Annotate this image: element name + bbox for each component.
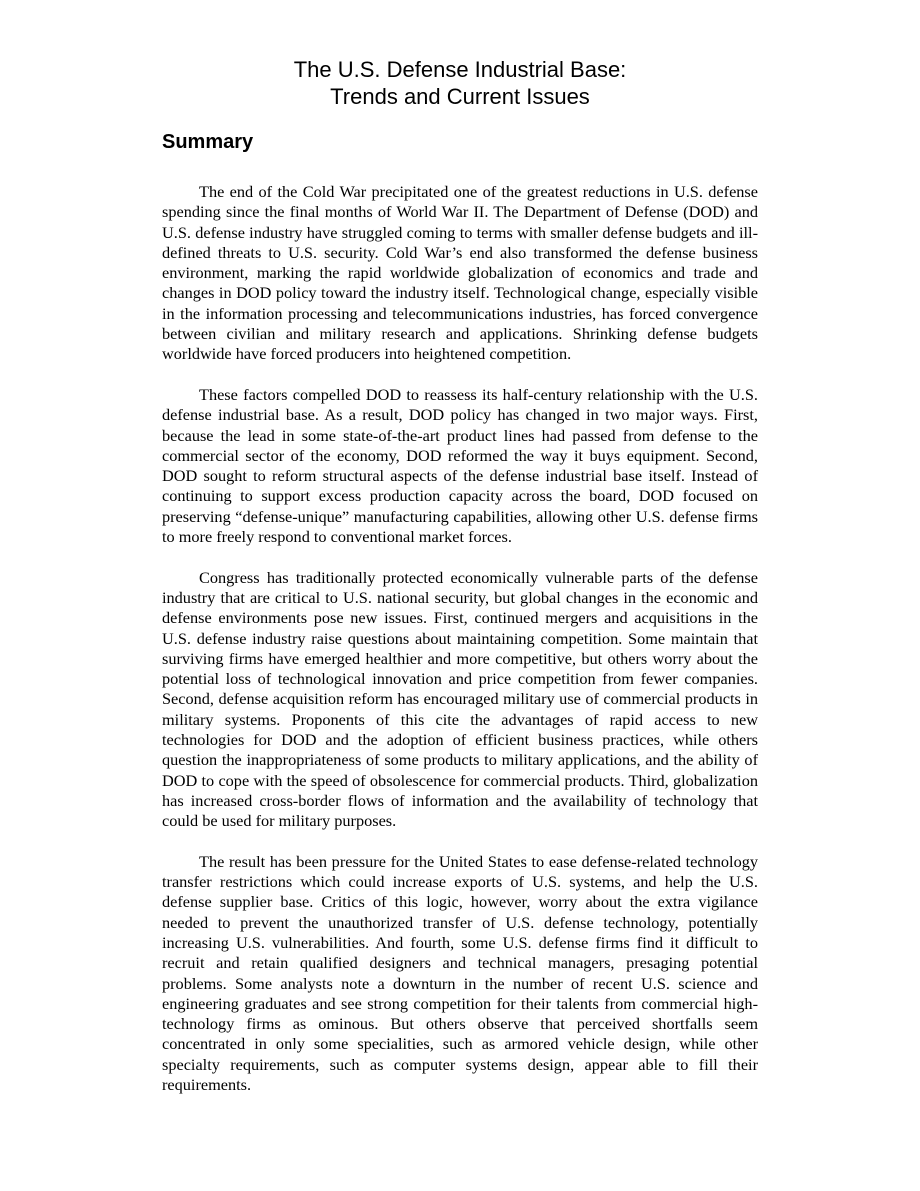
paragraph-3: Congress has traditionally protected economically vulnerable parts of the defense industry that are critical to U.S. national security, but global changes in the economic and defense environments pose new issues. First, continued mergers and acquisitions in the U.S. defense industry raise questions about maintaining competition. Some maintain that surviving firms have emerged healthier and more competitive, but others worry about the potential loss of technological innovation and price competition from fewer companies. Second, defense acquisition reform has encouraged military use of commercial products in military systems. Proponents of this cite the advantages of rapid access to new technologies for DOD and the adoption of efficient business practices, while others question the inappropriateness of some products to military applications, and the ability of DOD to cope with the speed of obsolescence for commercial products. Third, globalization has increased cross-border flows of information and the availability of technology that could be used for military purposes. xyxy=(162,567,758,831)
section-heading-summary: Summary xyxy=(162,131,254,153)
document-page xyxy=(162,56,758,1116)
paragraph-1: The end of the Cold War precipitated one of the greatest reductions in U.S. defense spending since the final months of World War II. The Department of Defense (DOD) and U.S. defense industry have struggled coming to terms with smaller defense budgets and ill-defined threats to U.S. security. Cold War’s end also transformed the defense business environment, marking the rapid worldwide globalization of economics and trade and changes in DOD policy toward the industry itself. Technological change, especially visible in the information processing and telecommunications industries, has forced convergence between civilian and military research and applications. Shrinking defense budgets worldwide have forced producers into heightened competition. xyxy=(162,182,758,364)
title-line-1: The U.S. Defense Industrial Base: xyxy=(293,57,627,82)
title-line-2: Trends and Current Issues xyxy=(330,84,590,109)
summary-body xyxy=(162,182,758,1095)
paragraph-4: The result has been pressure for the United States to ease defense-related technology transfer restrictions which could increase exports of U.S. systems, and help the U.S. defense supplier base. Critics of this logic, however, worry about the extra vigilance needed to prevent the unauthorized transfer of U.S. defense technology, potentially increasing U.S. vulnerabilities. And fourth, some U.S. defense firms find it difficult to recruit and retain qualified designers and technical managers, presaging potential problems. Some analysts note a downturn in the number of recent U.S. science and engineering graduates and see strong competition for their talents from commercial high-technology firms as ominous. But others observe that perceived shortfalls seem concentrated in only some specialities, such as armored vehicle design, while other specialty requirements, such as computer systems design, appear able to fill their requirements. xyxy=(162,851,758,1095)
document-title xyxy=(162,56,758,110)
paragraph-2: These factors compelled DOD to reassess its half-century relationship with the U.S. defense industrial base. As a result, DOD policy has changed in two major ways. First, because the lead in some state-of-the-art product lines had passed from defense to the commercial sector of the economy, DOD reformed the way it buys equipment. Second, DOD sought to reform structural aspects of the defense industrial base itself. Instead of continuing to support excess production capacity across the board, DOD focused on preserving “defense-unique” manufacturing capabilities, allowing other U.S. defense firms to more freely respond to conventional market forces. xyxy=(162,384,758,547)
